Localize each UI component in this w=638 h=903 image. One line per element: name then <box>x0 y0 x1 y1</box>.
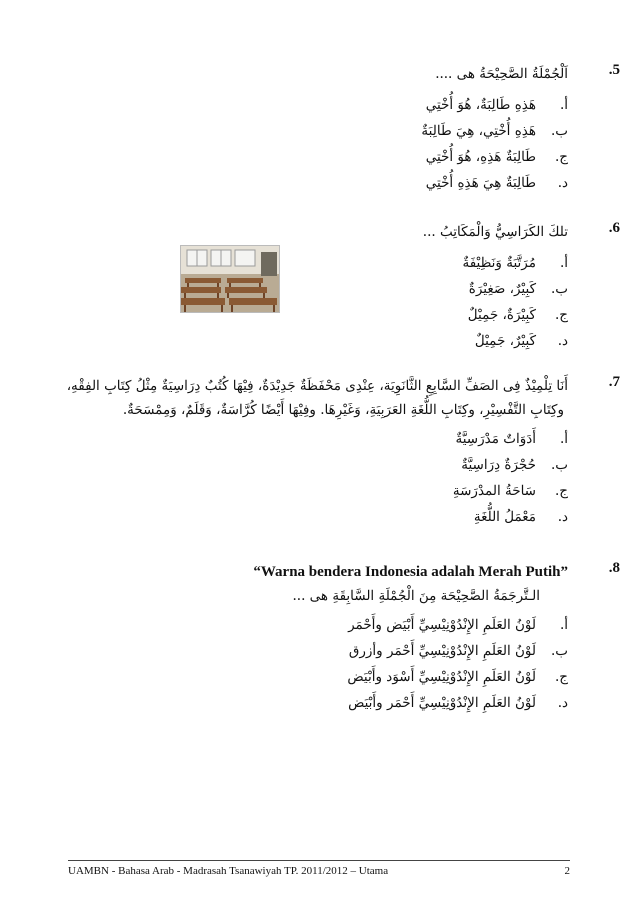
option-c <box>8 302 568 328</box>
option-b <box>8 118 568 144</box>
option-text: كَبِيْرٌ، صَغِيْرَةٌ <box>468 281 536 297</box>
option-a <box>8 250 568 276</box>
option-letter: أ. <box>559 617 568 633</box>
option-a <box>3 426 568 452</box>
option-text: سَاحَةُ المدْرَسَةِ <box>452 483 536 499</box>
option-letter: ب. <box>550 457 568 473</box>
option-c <box>8 144 568 170</box>
option-text: مُرَتَّبَةٌ وَنَظِيْفَةٌ <box>462 255 536 271</box>
option-letter: ب. <box>550 123 568 139</box>
option-letter: ج. <box>554 669 568 685</box>
option-text: مَعْمَلُ اللُّغَةِ <box>473 509 536 525</box>
option-text: هَذِهِ أُخْتِي، هِيَ طَالِبَةٌ <box>421 123 536 139</box>
option-letter: ج. <box>554 483 568 499</box>
question-6 <box>8 220 620 354</box>
question-stem: تلكَ الكَرَاسِيُّ وَالْمَكَاتِبُ ... <box>422 224 568 240</box>
option-letter: ج. <box>554 307 568 323</box>
option-a <box>8 612 568 638</box>
footer-title: UAMBN - Bahasa Arab - Madrasah Tsanawiyah TP. 2011/2012 – Utama <box>68 865 389 877</box>
page-number: 2 <box>564 865 570 877</box>
question-number: .5 <box>608 62 620 78</box>
option-text: طَالِبَةٌ هَذِهِ، هُوَ أُخْتِي <box>425 149 536 165</box>
option-c <box>3 478 568 504</box>
option-d <box>8 328 568 354</box>
option-text: أَدَوَاتٌ مَدْرَسِيَّةٌ <box>455 431 536 447</box>
indonesian-quote: “Warna bendera Indonesia adalah Merah Putih” <box>253 564 568 580</box>
question-8 <box>8 560 620 716</box>
option-text: كَبِيْرَةٌ، جَمِيْلٌ <box>467 307 536 323</box>
option-d <box>8 690 568 716</box>
question-stem: اَلْجُمْلَةُ الصَّحِيْحَةُ هى .... <box>435 66 568 82</box>
option-letter: أ. <box>559 431 568 447</box>
option-letter: أ. <box>559 97 568 113</box>
option-text: لَوْنُ العَلَمِ الإِنْدُوْنِيْسِيِّ أَبْيَض وأَحْمَر <box>348 617 536 633</box>
option-d <box>3 504 568 530</box>
option-b <box>3 452 568 478</box>
option-text: كَبِيْرٌ، جَمِيْلٌ <box>474 333 536 349</box>
quote-line <box>8 560 568 584</box>
question-number: .7 <box>608 374 620 390</box>
question-7 <box>3 374 620 530</box>
option-b <box>8 276 568 302</box>
question-5 <box>8 62 620 196</box>
option-letter: د. <box>557 333 568 349</box>
option-text: لَوْنُ العَلَمِ الإِنْدُوْنِيْسِيِّ أَسْوَد وأَبْيَض <box>347 669 536 685</box>
option-text: لَوْنُ العَلَمِ الإِنْدُوْنِيْسِيِّ أَحْمَر وأَبْيَض <box>348 695 536 711</box>
option-letter: د. <box>557 509 568 525</box>
option-letter: د. <box>557 695 568 711</box>
option-c <box>8 664 568 690</box>
option-letter: ج. <box>554 149 568 165</box>
classroom-photo <box>180 245 280 313</box>
option-letter: أ. <box>559 255 568 271</box>
question-number: .6 <box>608 220 620 236</box>
passage-line-1: أَنَا تِلْمِيْذٌ فِى الصَفِّ السَّابِعِ الثَّانَوِيَة، عِنْدِى مَحْفَظَةٌ جَدِيْدَةٌ، فِيْهَا كُتُبٌ دِرَاسِيَةٌ مِثْلُ كِتَابِ الفِقْهِ، <box>66 378 568 394</box>
option-d <box>8 170 568 196</box>
option-text: طَالِبَةٌ هِيَ هَذِهِ أُخْتِي <box>425 175 536 191</box>
question-stem: الـتَّرجَمَةُ الصَّحِيْحَة مِنَ الْجُمْلَةِ السَّابِقَةِ هى ... <box>292 588 540 604</box>
page-footer <box>68 860 570 877</box>
option-text: لَوْنُ العَلَمِ الإِنْدُوْنِيْسِيِّ أَحْمَر وأزرق <box>348 643 536 659</box>
passage-line-2: وكِتَابِ التَّفْسِيْرِ، وكِتَابِ اللُّغَةِ العَرَبِيَةِ، وَغَيْرِهَا. وفِيْهَا أَيْضًا كُرَّاسَةٌ، وَقَلَمٌ، وَمِمْسَحَةٌ. <box>122 402 564 418</box>
option-letter: ب. <box>550 281 568 297</box>
option-b <box>8 638 568 664</box>
option-letter: ب. <box>550 643 568 659</box>
option-letter: د. <box>557 175 568 191</box>
option-a <box>8 92 568 118</box>
option-text: حُجْرَةٌ دِرَاسِيَّةٌ <box>461 457 536 473</box>
option-text: هَذِهِ طَالِبَةٌ، هُوَ أُخْتِي <box>425 97 536 113</box>
question-number: .8 <box>608 560 620 576</box>
